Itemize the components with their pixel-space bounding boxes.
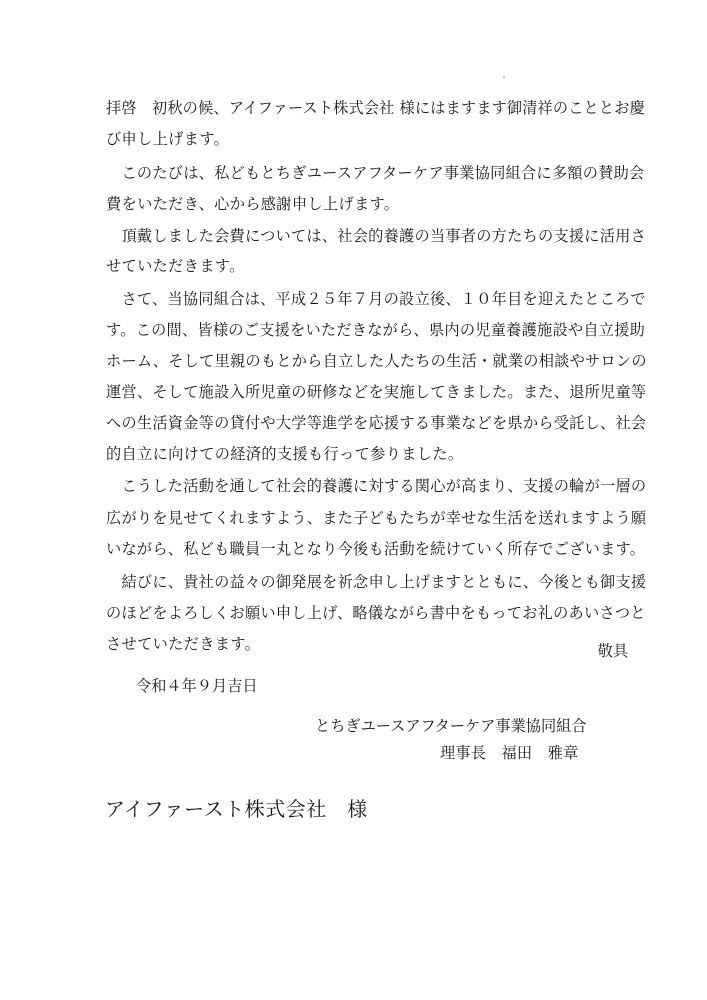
- body-line-16: 結びに、貴社の益々の御発展を祈念申し上げますとともに、今後とも御支援: [106, 573, 647, 591]
- scan-speck: [503, 76, 505, 78]
- body-line-11: への生活資金等の貸付や大学等進学を応援する事業などを県から受託し、社会: [106, 414, 647, 432]
- body-line-17: のほどをよろしくお願い申し上げ、略儀ながら書中をもってお礼のあいさつと: [106, 604, 646, 622]
- body-line-10: 運営、そして施設入所児童の研修などを実施してきました。また、退所児童等: [106, 383, 647, 401]
- body-line-4: 費をいただき、心から感謝申し上げます。: [106, 195, 400, 213]
- body-line-3: このたびは、私どもとちぎユースアフターケア事業協同組合に多額の賛助会: [106, 164, 645, 182]
- sender-organization: とちぎユースアフターケア事業協同組合: [315, 717, 587, 735]
- body-line-2: び申し上げます。: [106, 130, 230, 148]
- body-line-14: 広がりを見せてくれますよう、また子どもたちが幸せな生活を送れますよう願: [106, 509, 647, 527]
- body-line-1: 拝啓 初秋の候、アイファースト株式会社 様にはますます御清祥のこととお慶: [106, 99, 645, 117]
- body-line-9: ホーム、そして里親のもとから自立した人たちの生活・就業の相談やサロンの: [106, 352, 647, 370]
- body-line-12: 的自立に向けての経済的支援も行って参りました。: [106, 445, 464, 463]
- body-line-13: こうした活動を通して社会的養護に対する関心が高まり、支援の輪が一層の: [106, 477, 647, 495]
- body-line-18: させていただきます。: [106, 635, 261, 653]
- body-line-6: せていただきます。: [106, 257, 245, 275]
- addressee: アイファースト株式会社 様: [105, 797, 368, 821]
- closing-word: 敬具: [597, 642, 628, 660]
- letter-date: 令和４年９月吉日: [136, 677, 258, 695]
- body-line-15: いながら、私ども職員一丸となり今後も活動を続けていく所存でございます。: [106, 540, 646, 558]
- body-line-5: 頂戴しました会費については、社会的養護の当事者の方たちの支援に活用さ: [106, 227, 647, 245]
- body-line-8: す。この間、皆様のご支援をいただきながら、県内の児童養護施設や自立援助: [106, 321, 646, 339]
- body-line-7: さて、当協同組合は、平成２５年７月の設立後、１０年目を迎えたところで: [106, 290, 646, 308]
- sender-signer: 理事長 福田 雅章: [440, 744, 579, 762]
